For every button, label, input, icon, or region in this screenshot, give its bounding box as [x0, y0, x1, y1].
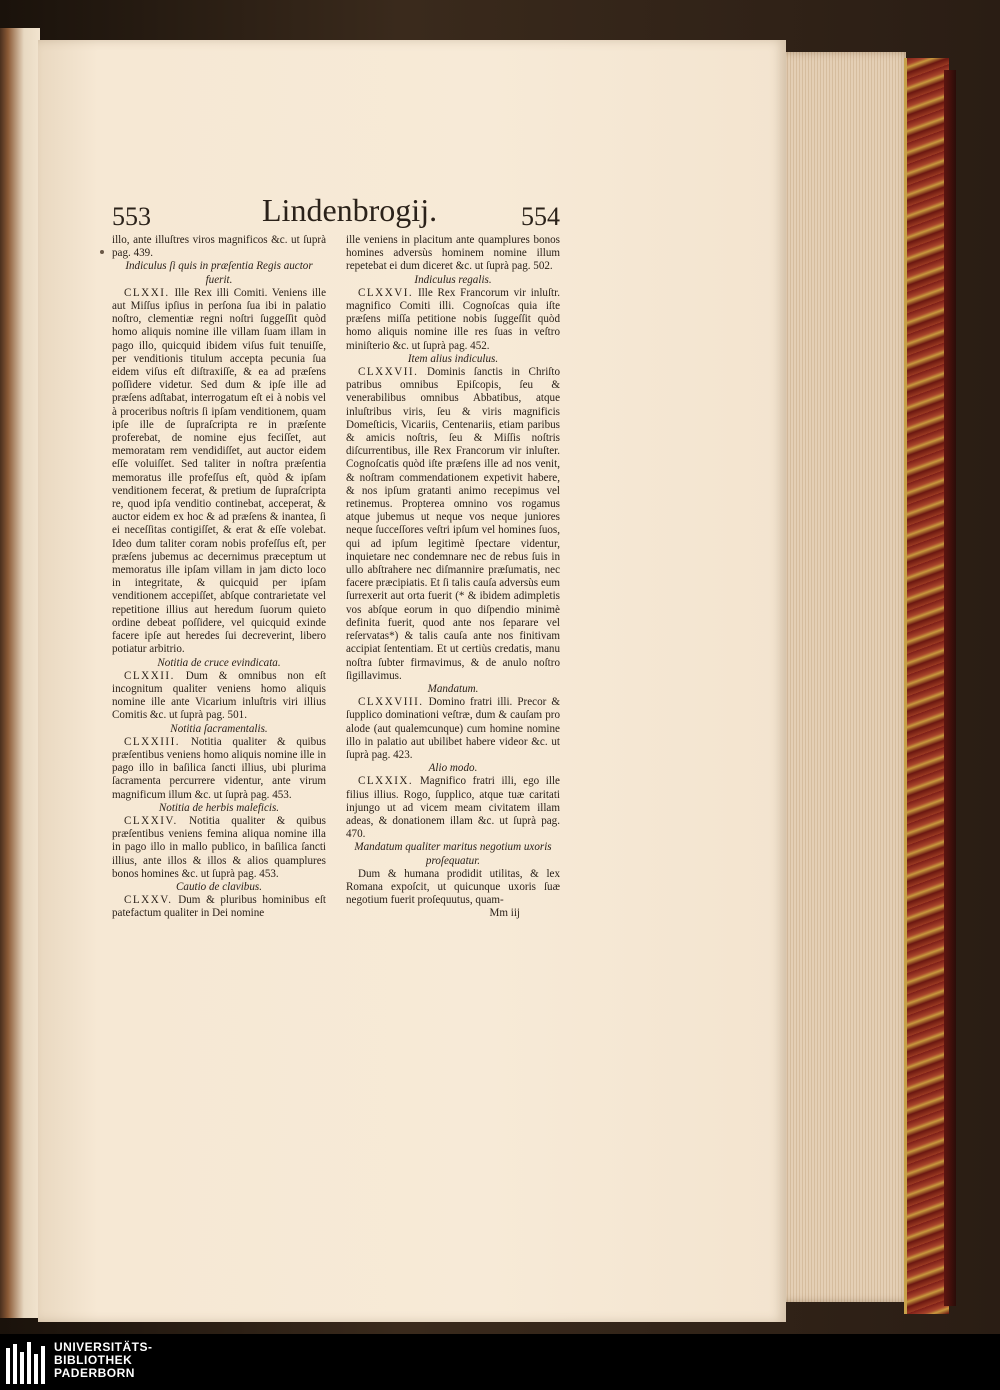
numbered-paragraph	[346, 287, 560, 353]
margin-mark	[100, 250, 104, 254]
formula-number: CLXXIV.	[124, 814, 178, 827]
formula-number: CLXXI.	[124, 286, 170, 299]
formula-number: CLXXV.	[124, 894, 173, 907]
section-heading: Notitia de cruce evindicata.	[157, 656, 281, 669]
numbered-paragraph	[112, 815, 326, 881]
paragraph-text: Dum & omnibus non eſt incognitum qualiter veniens homo aliquis nomine ille ante Vicarium inluſtris viri illius Comitis &c. ut ſuprà pag. 501.	[112, 669, 326, 722]
section-heading: Cautio de clavibus.	[176, 880, 262, 893]
signature-mark: Mm iij	[489, 907, 520, 920]
section-heading: Indiculus regalis.	[414, 273, 492, 286]
section-heading: Mandatum.	[427, 682, 479, 695]
numbered-paragraph	[346, 366, 560, 683]
paragraph-text: Domino fratri illi. Precor & ſupplico dominationi veſtræ, dum & cauſam pro alode (aut qualemcunque) cum homine nomine illo in palatio aut ubilibet habere videor &c. ut ſuprà pag. 423.	[346, 696, 560, 761]
paragraph: Dum & humana prodidit utilitas, & lex Romana expoſcit, ut quicunque uxoris ſuæ negotium fuerit proſequutus, quam-	[346, 867, 560, 907]
library-logo-icon	[6, 1342, 46, 1384]
formula-number: CLXXVII.	[358, 366, 419, 379]
formula-number: CLXXVIII.	[358, 696, 424, 709]
section-heading: Alio modo.	[428, 762, 478, 775]
paragraph-text: Notitia qualiter & quibus præſentibus veniens homo aliquis nomine ille in pago illo in baſilica ſancti illius, ubi plurima ſacramenta percurrere videntur, ante virum magnificum illum &c. ut ſuprà pag. 453.	[112, 735, 326, 801]
paragraph-text: Magnifico fratri illi, ego ille filius illius. Rogo, ſupplico, atque tuæ caritati injungo ut ad vicem meam civitatem illam adeas, & donationem illam &c. ut ſuprà pag. 470.	[346, 775, 560, 841]
numbered-paragraph	[346, 696, 560, 762]
section-heading: Notitia de herbis maleficis.	[158, 801, 280, 814]
numbered-paragraph	[112, 670, 326, 723]
running-title: Lindenbrogij.	[262, 192, 438, 228]
paragraph: ille veniens in placitum ante quamplures bonos homines adversùs hominem nomine illum repetebat ei dum diceret &c. ut ſuprà pag. 502.	[346, 234, 560, 273]
library-name-line3: PADERBORN	[54, 1366, 135, 1380]
numbered-paragraph	[112, 287, 326, 657]
section-heading: Indiculus ſi quis in præſentia Regis auctor fuerit.	[125, 260, 313, 286]
marbled-cover-edge	[904, 58, 949, 1314]
paragraph-text: Dominis ſanctis in Chriſto patribus omnibus Epiſcopis, ſeu & venerabilibus omnibus Abbatibus, atque inluſtribus viris, ſeu & viris magnificis Domeſticis, Vicariis, Centenariis, etiam paribus & amicis noſtris, ſeu & Miſſis noſtris diſcurrentibus, ille Rex Francorum vir inluſter. Cognoſcatis quòd iſte præſens ille ad nos venit, & noſtram commendationem expetivit habere, & nos ipſum gratanti animo recepimus vel retinemus. Propterea omnino vos rogamus atque jubemus ut neque vos neque juniores neque ſucceſſores veſtri ipſum vel homines ſuos, qui ad ipſum legitimè ſpectare videntur, inquietare nec condemnare nec de rebus ſuis in ullo abſtrahere nec diſmannire præſumatis, nec facere præcipiatis. Et ſi talis cauſa adversùs eum ſurrexerit aut orta fuerit (* & ibidem adimpletis vos abſque eorum in quo diſpendio minimè definita fuerit, quod ante nos ſeparare vel reſervatas*) & talis cauſa ante nos finitivam accipiat ſententiam. Et ut certiùs credatis, manu noſtra ſubter firmavimus, & de anulo noſtro ſigillavimus.	[346, 366, 560, 682]
paragraph-text: Ille Rex illi Comiti. Veniens ille aut Miſſus ipſius in perſona ſua ibi in palatio noſtro, clementiæ regni noſtri ſuggeſſit quòd homo aliquis nomine ille villam ſuam illam in pago illo, quicquid ibidem viſus fuit tenuiſſe, per venditionis titulum accepta pecunia ſua eidem viſus eſt diſtraxiſſe, & ea ad præſens poſſidere videtur. Sed dum & ipſe ille ad præſens adſtabat, interrogatum eſt ei à nobis vel à proceribus noſtris ſi ipſam venditionem, quam ipſe ille de ſupraſcripta re in præſente proferebat, de nomine ejus feciſſet, aut memoratam rem vendidiſſet, aut auctor eidem eſſe voluiſſet. Sed taliter in noſtra præſentia memoratus ille profeſſus eſt, quòd & ipſam venditionem fecerat, & pretium de ſupraſcripta re, quod ipſa venditio continebat, acceperat, & auctor eidem ex hoc & ad præſens & inantea, ſi ei neceſſitas contigiſſet, & erat & eſſe volebat. Ideo dum taliter coram nobis profeſſus eſt, per præſens jubemus ac decernimus præceptum ut memoratus ille ipſam villam in jam dicto loco in integritate, & quicquid per ipſam venditionem accepiſſet, abſque contrarietate vel repetitione illius aut heredum ſuorum quieto ordine debeat poſſidere, vel quicquid exinde facere ipſe aut heredes ſui decreverint, libero potiatur arbitrio.	[112, 286, 326, 656]
library-name-line1: UNIVERSITÄTS-	[54, 1340, 153, 1354]
formula-number: CLXXVI.	[358, 286, 414, 299]
text-columns	[112, 234, 560, 921]
column-left	[112, 234, 326, 921]
section-heading: Item alius indiculus.	[407, 352, 499, 365]
page-text-block	[112, 192, 560, 920]
paragraph: illo, ante illuſtres viros magnificos &c. ut ſuprà pag. 439.	[112, 234, 326, 260]
page-number-right: 554	[521, 202, 560, 231]
paragraph-text: Ille Rex Francorum vir inluſtr. magnifico Comiti illi. Cognoſcas quia iſte præſens miſſa petitione nobis ſuggeſſit quòd homo aliquis nomine ille res ſuas in veſtro miniſterio &c. ut ſuprà pag. 452.	[346, 286, 560, 352]
column-right	[346, 234, 560, 921]
section-heading: Notitia ſacramentalis.	[170, 722, 268, 735]
cover-board	[944, 70, 956, 1306]
formula-number: CLXXIII.	[124, 735, 181, 748]
page-block-edge	[782, 52, 906, 1302]
numbered-paragraph	[346, 775, 560, 841]
paragraph-text: Notitia qualiter & quibus præſentibus veniens femina aliqua nomine illa in pago illo in mallo publico, in baſilica ſancti illius, ante illos & illos & alios quamplures bonos homines &c. ut ſuprà pag. 453.	[112, 814, 326, 880]
formula-number: CLXXIX.	[358, 775, 414, 788]
paragraph-text: Dum & pluribus hominibus eſt patefactum qualiter in Dei nomine	[112, 894, 326, 920]
formula-number: CLXXII.	[124, 669, 175, 682]
library-name-line2: BIBLIOTHEK	[54, 1353, 133, 1367]
section-heading: Mandatum qualiter maritus negotium uxoris proſequatur.	[354, 841, 552, 867]
numbered-paragraph	[112, 894, 326, 920]
book-binding	[0, 28, 40, 1318]
library-name	[54, 1341, 153, 1380]
numbered-paragraph	[112, 736, 326, 802]
page-number-left: 553	[112, 202, 151, 231]
library-footer	[0, 1334, 1000, 1390]
